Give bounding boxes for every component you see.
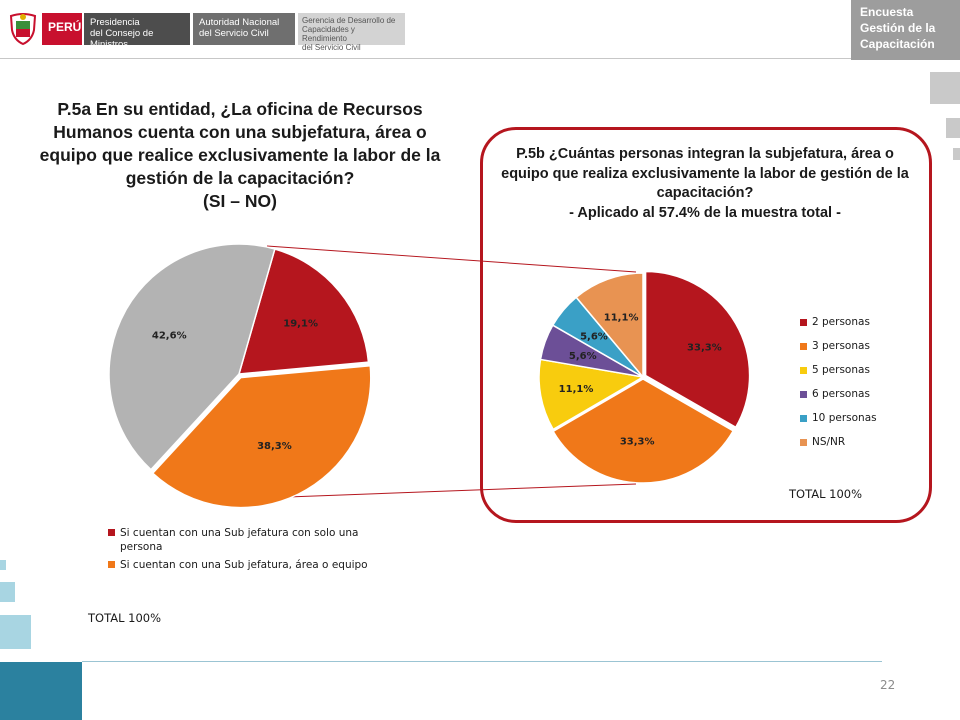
- logo-servir-line: del Servicio Civil: [199, 28, 269, 39]
- logo-servir-line: Autoridad Nacional: [199, 17, 280, 28]
- legend-label: Si cuentan con una Sub jefatura con solo una persona: [120, 527, 359, 553]
- legend-swatch: [800, 367, 807, 374]
- chart-a-title-question: P.5a En su entidad, ¿La oficina de Recursos Humanos cuenta con una subjefatura, área o equipo que realice exclusivamente la labor de la gestión de la capacitación?: [39, 99, 441, 188]
- chart-a-total: TOTAL 100%: [88, 611, 162, 625]
- decorative-square: [0, 582, 15, 602]
- legend-swatch: [108, 529, 115, 536]
- pie-data-label: 5,6%: [580, 331, 608, 343]
- logo-pcm-line: del Consejo de Ministros: [90, 28, 154, 50]
- legend-item: [800, 406, 877, 430]
- decorative-square: [0, 560, 6, 570]
- footer-bar: [0, 662, 82, 720]
- legend-label: 5 personas: [812, 364, 870, 376]
- legend-item: [800, 334, 877, 358]
- legend-swatch: [800, 391, 807, 398]
- chart-b-title-question: P.5b ¿Cuántas personas integran la subjefatura, área o equipo que realiza exclusivamente la labor de gestión de la capacitación?: [501, 146, 909, 201]
- pie-data-label: 38,3%: [257, 441, 292, 453]
- legend-item: [800, 358, 877, 382]
- logo-gerencia-line: Gerencia de Desarrollo de: [302, 16, 396, 25]
- pie-chart-b: [539, 271, 750, 483]
- legend-item: [800, 310, 877, 334]
- legend-swatch: [800, 415, 807, 422]
- chart-b-legend: [800, 310, 877, 454]
- survey-badge-line: Encuesta: [860, 5, 914, 19]
- pie-data-label: 11,1%: [558, 383, 594, 395]
- pie-data-label: 33,3%: [687, 342, 722, 354]
- logo-pcm-line: Presidencia: [90, 17, 140, 28]
- survey-badge-line: Gestión de la: [860, 21, 936, 35]
- pie-data-label: 11,1%: [603, 312, 639, 324]
- chart-a-legend: [108, 526, 398, 576]
- logo-gerencia-line: Capacidades y Rendimiento: [302, 25, 355, 43]
- legend-label: 2 personas: [812, 316, 870, 328]
- chart-a-title-options: (SI – NO): [203, 191, 277, 211]
- pie-data-label: 42,6%: [151, 330, 187, 342]
- chart-b-total: TOTAL 100%: [789, 487, 863, 501]
- legend-label: 6 personas: [812, 388, 870, 400]
- legend-label: Si cuentan con una Sub jefatura, área o equipo: [120, 559, 368, 571]
- logo-peru: PERÚ: [42, 13, 82, 45]
- legend-swatch: [800, 319, 807, 326]
- legend-swatch: [800, 343, 807, 350]
- footer-line: [82, 661, 882, 662]
- logo-gerencia-line: del Servicio Civil: [302, 43, 361, 52]
- legend-swatch: [108, 561, 115, 568]
- legend-item: [108, 558, 398, 572]
- legend-item: [800, 382, 877, 406]
- legend-label: 3 personas: [812, 340, 870, 352]
- pie-data-label: 5,6%: [568, 350, 597, 362]
- legend-label: 10 personas: [812, 412, 877, 424]
- legend-label: NS/NR: [812, 436, 846, 448]
- page-number: 22: [880, 678, 896, 692]
- legend-swatch: [800, 439, 807, 446]
- pie-data-label: 33,3%: [619, 436, 655, 448]
- legend-item: [108, 526, 398, 554]
- decorative-square: [0, 615, 31, 649]
- chart-b-title-sample: - Aplicado al 57.4% de la muestra total -: [569, 204, 841, 221]
- connector-line-top: [267, 246, 636, 272]
- pie-chart-a: [109, 244, 371, 508]
- pie-data-label: 19,1%: [283, 318, 318, 330]
- survey-badge-line: Capacitación: [860, 37, 935, 51]
- legend-item: [800, 430, 877, 454]
